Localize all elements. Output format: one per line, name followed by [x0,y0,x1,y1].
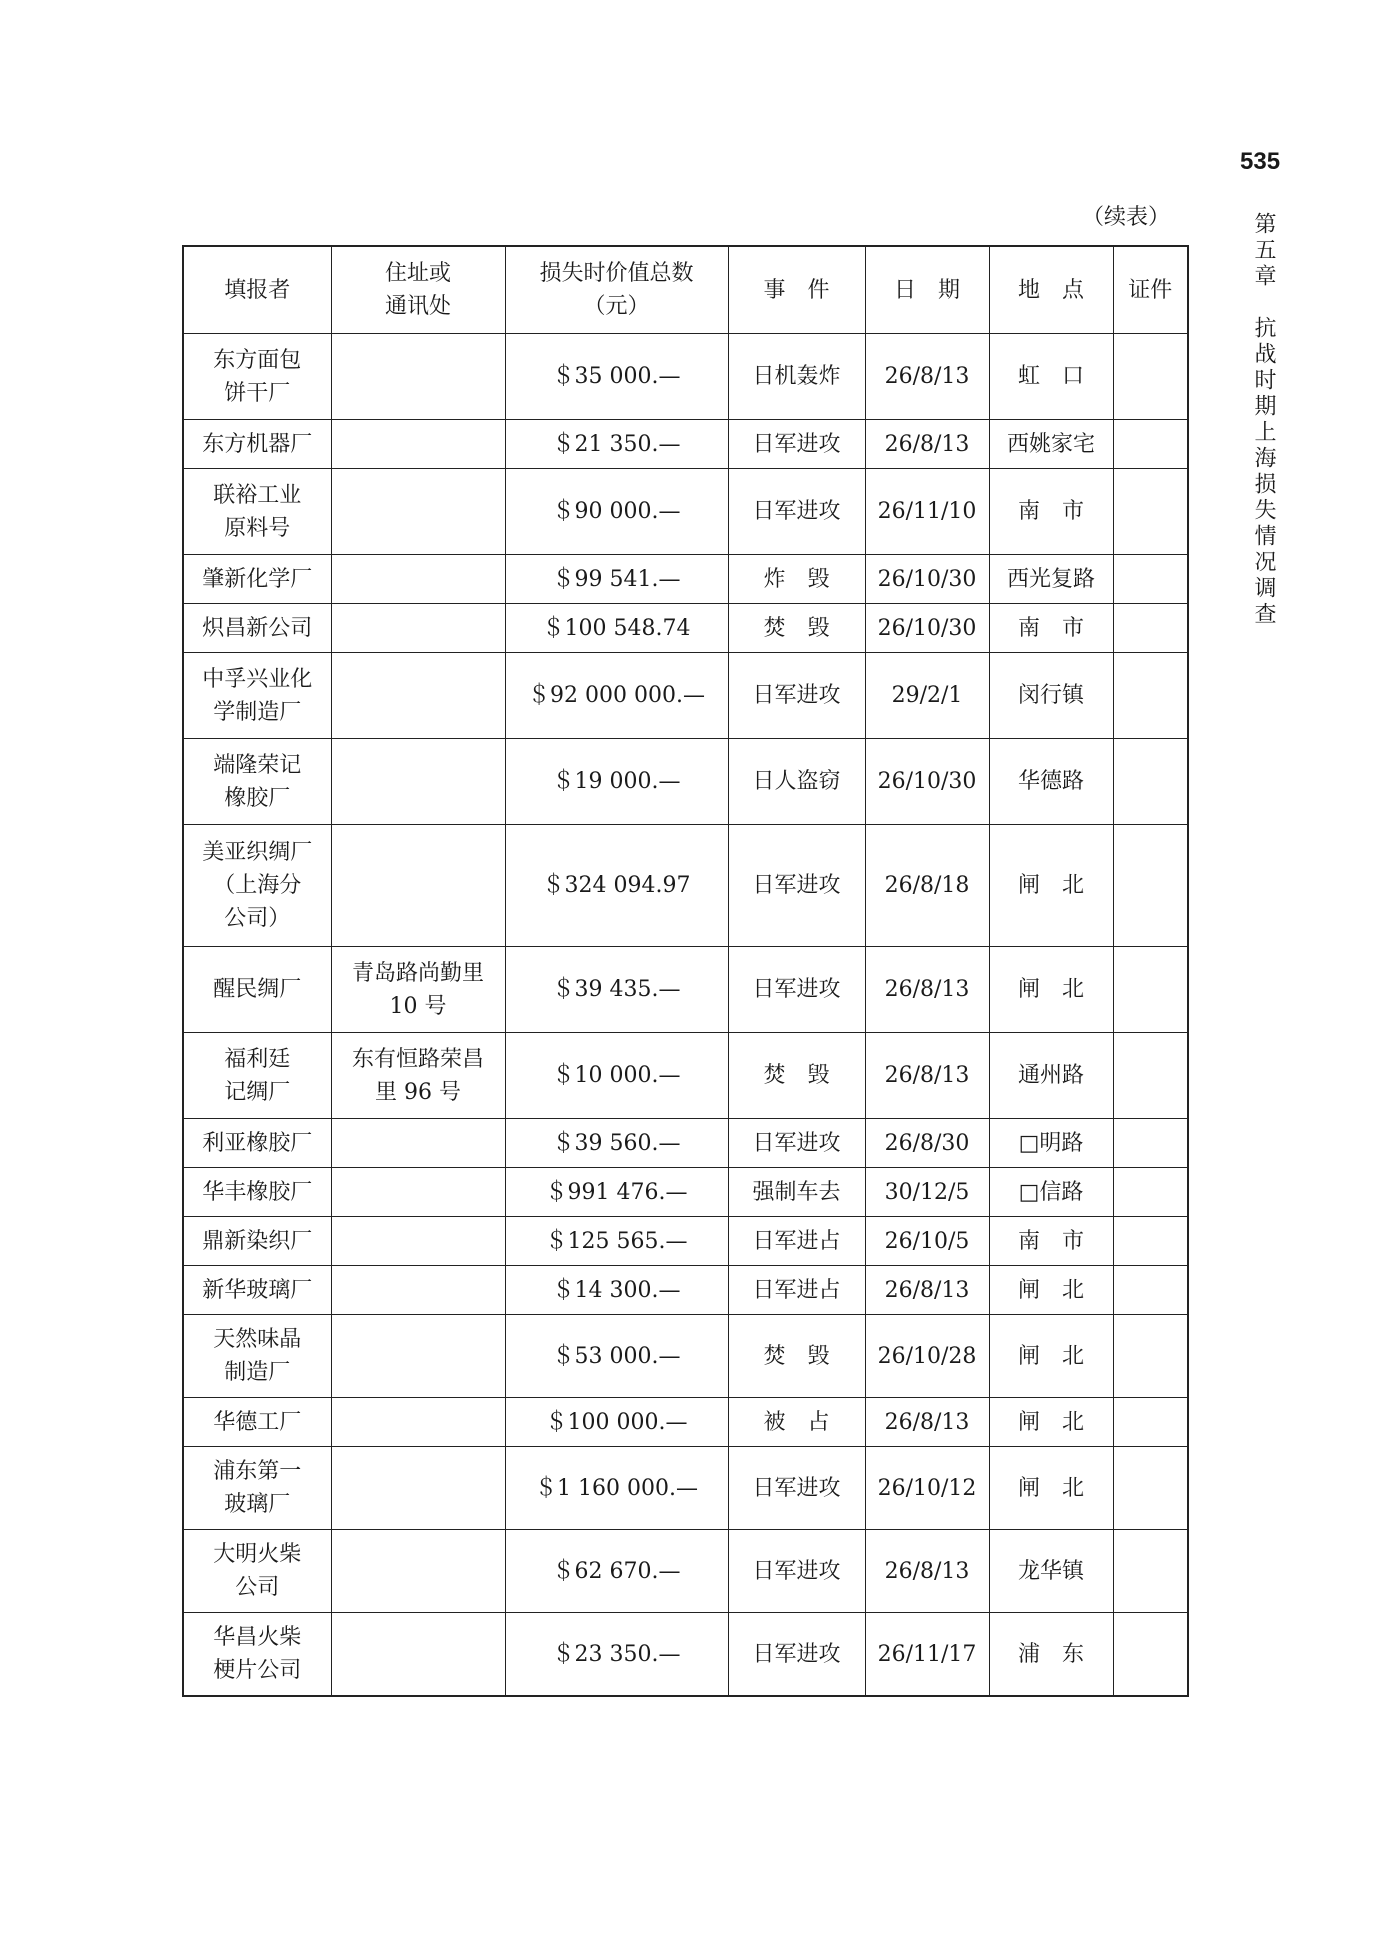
cell-event: 被 占 [728,1398,865,1447]
header-loss-value: 损失时价值总数 （元） [505,246,728,334]
cell-event: 日军进攻 [728,653,865,739]
cell-event: 焚 毁 [728,1315,865,1398]
cell-value: ＄92 000 000.— [505,653,728,739]
cell-reporter: 美亚织绸厂 （上海分 公司） [183,825,331,947]
table-row [183,1033,1188,1119]
cell-place: 闸 北 [989,1398,1113,1447]
table-row [183,604,1188,653]
cell-place: 西光复路 [989,555,1113,604]
cell-reporter: 鼎新染织厂 [183,1217,331,1266]
cell-date: 26/10/5 [865,1217,989,1266]
cell-event: 日军进攻 [728,947,865,1033]
cell-value: ＄90 000.— [505,469,728,555]
cell-date: 26/10/28 [865,1315,989,1398]
cell-address [331,1613,505,1697]
cell-place: 闸 北 [989,825,1113,947]
table-row [183,420,1188,469]
header-place: 地 点 [989,246,1113,334]
cell-address [331,1168,505,1217]
cell-doc [1113,1315,1188,1398]
cell-address [331,1315,505,1398]
header-date: 日 期 [865,246,989,334]
cell-doc [1113,653,1188,739]
cell-place: 华德路 [989,739,1113,825]
cell-doc [1113,1613,1188,1697]
cell-date: 26/8/13 [865,947,989,1033]
table-row [183,1168,1188,1217]
cell-reporter: 东方机器厂 [183,420,331,469]
cell-event: 日军进攻 [728,1613,865,1697]
cell-reporter: 华德工厂 [183,1398,331,1447]
table-row [183,555,1188,604]
cell-value: ＄125 565.— [505,1217,728,1266]
cell-doc [1113,604,1188,653]
cell-address [331,825,505,947]
cell-date: 26/11/17 [865,1613,989,1697]
cell-address [331,555,505,604]
cell-value: ＄991 476.— [505,1168,728,1217]
cell-date: 26/8/13 [865,334,989,420]
cell-value: ＄39 435.— [505,947,728,1033]
cell-address [331,1119,505,1168]
cell-doc [1113,1266,1188,1315]
cell-date: 26/8/30 [865,1119,989,1168]
cell-event: 日军进占 [728,1266,865,1315]
cell-event: 日机轰炸 [728,334,865,420]
cell-reporter: 大明火柴 公司 [183,1530,331,1613]
cell-date: 26/8/13 [865,1266,989,1315]
chapter-side-title: 第五章 抗战时期上海损失情况调查 [1251,212,1276,628]
cell-place: 南 市 [989,469,1113,555]
cell-date: 26/10/30 [865,604,989,653]
cell-date: 26/10/12 [865,1447,989,1530]
cell-reporter: 端隆荣记 橡胶厂 [183,739,331,825]
cell-date: 26/10/30 [865,555,989,604]
table-row [183,1398,1188,1447]
cell-reporter: 中孚兴业化 学制造厂 [183,653,331,739]
table-row [183,334,1188,420]
cell-address [331,653,505,739]
cell-place: 闸 北 [989,1447,1113,1530]
cell-reporter: 炽昌新公司 [183,604,331,653]
cell-doc [1113,1447,1188,1530]
cell-place: 西姚家宅 [989,420,1113,469]
cell-place: 虹 口 [989,334,1113,420]
table-row [183,825,1188,947]
cell-event: 焚 毁 [728,604,865,653]
cell-doc [1113,1217,1188,1266]
cell-date: 26/8/13 [865,1398,989,1447]
cell-place: 闸 北 [989,1266,1113,1315]
cell-value: ＄100 000.— [505,1398,728,1447]
cell-reporter: 东方面包 饼干厂 [183,334,331,420]
cell-reporter: 利亚橡胶厂 [183,1119,331,1168]
cell-doc [1113,555,1188,604]
cell-value: ＄324 094.97 [505,825,728,947]
table-row [183,1530,1188,1613]
cell-reporter: 肇新化学厂 [183,555,331,604]
cell-doc [1113,1398,1188,1447]
cell-value: ＄62 670.— [505,1530,728,1613]
cell-date: 26/8/13 [865,1033,989,1119]
cell-reporter: 新华玻璃厂 [183,1266,331,1315]
cell-place: □信路 [989,1168,1113,1217]
cell-place: 南 市 [989,1217,1113,1266]
cell-place: 通州路 [989,1033,1113,1119]
cell-value: ＄99 541.— [505,555,728,604]
cell-reporter: 华昌火柴 梗片公司 [183,1613,331,1697]
cell-doc [1113,825,1188,947]
cell-place: 闵行镇 [989,653,1113,739]
cell-value: ＄19 000.— [505,739,728,825]
cell-event: 焚 毁 [728,1033,865,1119]
cell-date: 29/2/1 [865,653,989,739]
cell-reporter: 福利廷 记绸厂 [183,1033,331,1119]
cell-address: 东有恒路荣昌 里 96 号 [331,1033,505,1119]
cell-address [331,604,505,653]
cell-address [331,1217,505,1266]
cell-doc [1113,420,1188,469]
table-row [183,1447,1188,1530]
cell-doc [1113,947,1188,1033]
cell-value: ＄23 350.— [505,1613,728,1697]
cell-event: 日军进攻 [728,1119,865,1168]
cell-doc [1113,1119,1188,1168]
header-reporter: 填报者 [183,246,331,334]
cell-place: 闸 北 [989,947,1113,1033]
cell-doc [1113,739,1188,825]
cell-address [331,1530,505,1613]
loss-table [182,245,1189,1697]
cell-address [331,1447,505,1530]
cell-doc [1113,469,1188,555]
cell-doc [1113,1033,1188,1119]
table-row [183,1217,1188,1266]
cell-date: 30/12/5 [865,1168,989,1217]
cell-event: 日军进攻 [728,420,865,469]
page-number: 535 [1240,148,1281,175]
cell-value: ＄14 300.— [505,1266,728,1315]
cell-place: 龙华镇 [989,1530,1113,1613]
cell-address [331,469,505,555]
cell-date: 26/8/13 [865,420,989,469]
cell-event: 日军进占 [728,1217,865,1266]
cell-address [331,1266,505,1315]
cell-doc [1113,1168,1188,1217]
cell-value: ＄35 000.— [505,334,728,420]
cell-reporter: 华丰橡胶厂 [183,1168,331,1217]
table-row [183,1613,1188,1697]
cell-value: ＄100 548.74 [505,604,728,653]
cell-value: ＄21 350.— [505,420,728,469]
cell-event: 强制车去 [728,1168,865,1217]
cell-address [331,334,505,420]
cell-doc [1113,334,1188,420]
table-row [183,947,1188,1033]
table-row [183,1315,1188,1398]
table-row [183,1119,1188,1168]
cell-place: 南 市 [989,604,1113,653]
cell-date: 26/8/13 [865,1530,989,1613]
cell-reporter: 天然味晶 制造厂 [183,1315,331,1398]
cell-event: 日军进攻 [728,1447,865,1530]
cell-doc [1113,1530,1188,1613]
cell-date: 26/10/30 [865,739,989,825]
header-document: 证件 [1113,246,1188,334]
table-row [183,469,1188,555]
cell-reporter: 醒民绸厂 [183,947,331,1033]
cell-address [331,420,505,469]
cell-date: 26/11/10 [865,469,989,555]
cell-reporter: 联裕工业 原料号 [183,469,331,555]
table-row [183,653,1188,739]
cell-value: ＄53 000.— [505,1315,728,1398]
cell-address [331,1398,505,1447]
cell-value: ＄39 560.— [505,1119,728,1168]
continued-label: （续表） [1081,205,1170,230]
cell-event: 日军进攻 [728,1530,865,1613]
cell-place: 闸 北 [989,1315,1113,1398]
cell-event: 日军进攻 [728,469,865,555]
cell-event: 日人盗窃 [728,739,865,825]
cell-date: 26/8/18 [865,825,989,947]
cell-place: 浦 东 [989,1613,1113,1697]
header-event: 事 件 [728,246,865,334]
cell-reporter: 浦东第一 玻璃厂 [183,1447,331,1530]
table-header-row [183,246,1188,334]
cell-address: 青岛路尚勤里 10 号 [331,947,505,1033]
table-row [183,1266,1188,1315]
cell-event: 日军进攻 [728,825,865,947]
cell-place: □明路 [989,1119,1113,1168]
cell-value: ＄10 000.— [505,1033,728,1119]
cell-value: ＄1 160 000.— [505,1447,728,1530]
header-address: 住址或 通讯处 [331,246,505,334]
table-row [183,739,1188,825]
cell-event: 炸 毁 [728,555,865,604]
cell-address [331,739,505,825]
